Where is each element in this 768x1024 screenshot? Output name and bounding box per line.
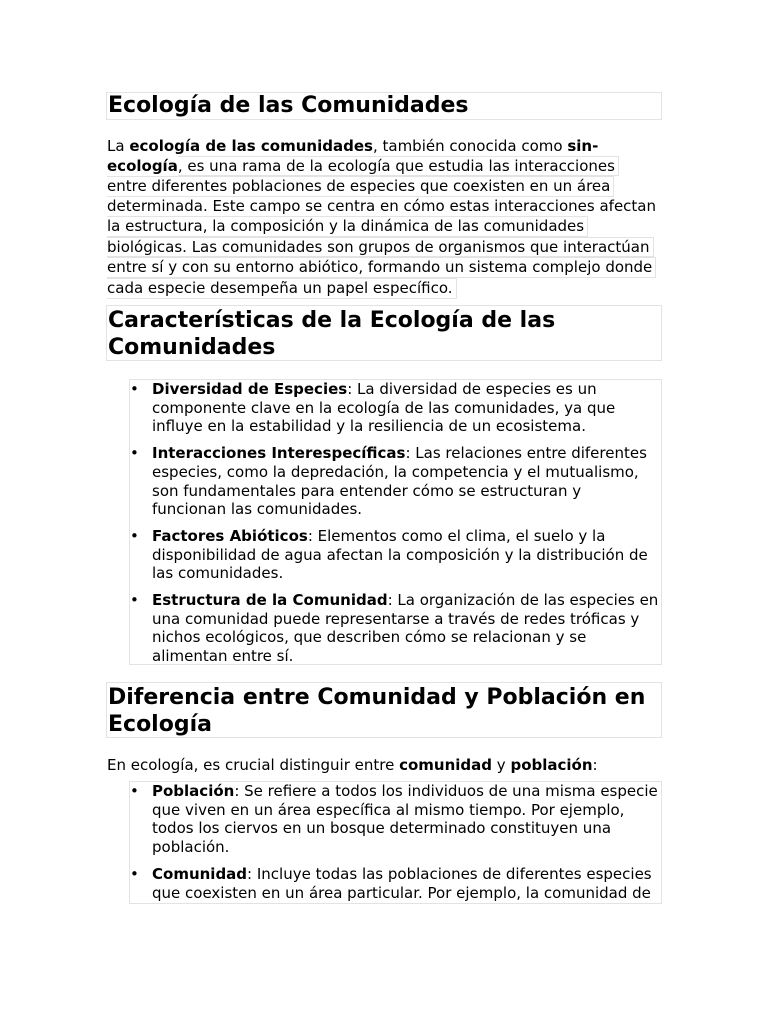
characteristics-list [129, 379, 662, 665]
list-item: • Comunidad: Incluye todas las poblaciones de diferentes especies que coexisten en un área particular. Por ejemplo, la comunidad de [130, 864, 652, 902]
list-item: • Población: Se refiere a todos los individuos de una misma especie que viven en un área específica al mismo tiempo. Por ejemplo, todos los ciervos en un bosque determinado constituyen una población. [130, 782, 658, 857]
intro-line: biológicas. Las comunidades son grupos de organismos que interactúan [107, 237, 656, 258]
intro-line: determinada. Este campo se centra en cómo estas interacciones afectan [107, 197, 656, 216]
bullet-icon: • [130, 526, 139, 545]
list-item: • Interacciones Interespecíficas: Las relaciones entre diferentes especies, como la depredación, la competencia y el mutualismo, son fundamentales para entender cómo se estructuran y funcionan las comunidades. [130, 444, 647, 519]
bullet-icon: • [130, 782, 139, 800]
intro-line: entre sí y con su entorno abiótico, formando un sistema complejo donde [107, 257, 656, 278]
intro-line: ecología, es una rama de la ecología que estudia las interacciones [107, 156, 656, 177]
list-item: • Estructura de la Comunidad: La organización de las especies en una comunidad puede representarse a través de redes tróficas y nichos ecológicos, que describen cómo se relacionan y se alimentan entre sí. [130, 591, 659, 666]
bullet-icon: • [130, 591, 139, 610]
list-item: • Diversidad de Especies: La diversidad de especies es un componente clave en la ecología de las comunidades, ya que influye en la estabilidad y la resiliencia de un ecosistema. [130, 380, 616, 436]
intro-line: la estructura, la composición y la dinámica de las comunidades [107, 216, 656, 237]
intro-paragraph [107, 137, 656, 299]
page-title: Ecología de las Comunidades [108, 93, 469, 118]
bullet-icon: • [130, 864, 139, 883]
difference-intro: En ecología, es crucial distinguir entre comunidad y población: [107, 756, 598, 774]
section-heading-text: Diferencia entre Comunidad y Población en Ecología [108, 685, 646, 737]
section-heading-difference [106, 682, 662, 738]
bullet-icon: • [130, 380, 139, 398]
intro-line: entre diferentes poblaciones de especies que coexisten en un área [107, 176, 656, 197]
list-item: • Factores Abióticos: Elementos como el clima, el suelo y la disponibilidad de agua afectan la composición y la distribución de las comunidades. [130, 526, 648, 583]
bullet-icon: • [130, 444, 139, 463]
page-title-box [106, 92, 662, 120]
section-heading-text: Características de la Ecología de las Comunidades [108, 308, 556, 360]
intro-line: La ecología de las comunidades, también conocida como sin- [107, 137, 599, 155]
section-heading-characteristics [106, 305, 662, 361]
difference-list [129, 781, 662, 904]
intro-line: cada especie desempeña un papel específico. [107, 278, 656, 299]
